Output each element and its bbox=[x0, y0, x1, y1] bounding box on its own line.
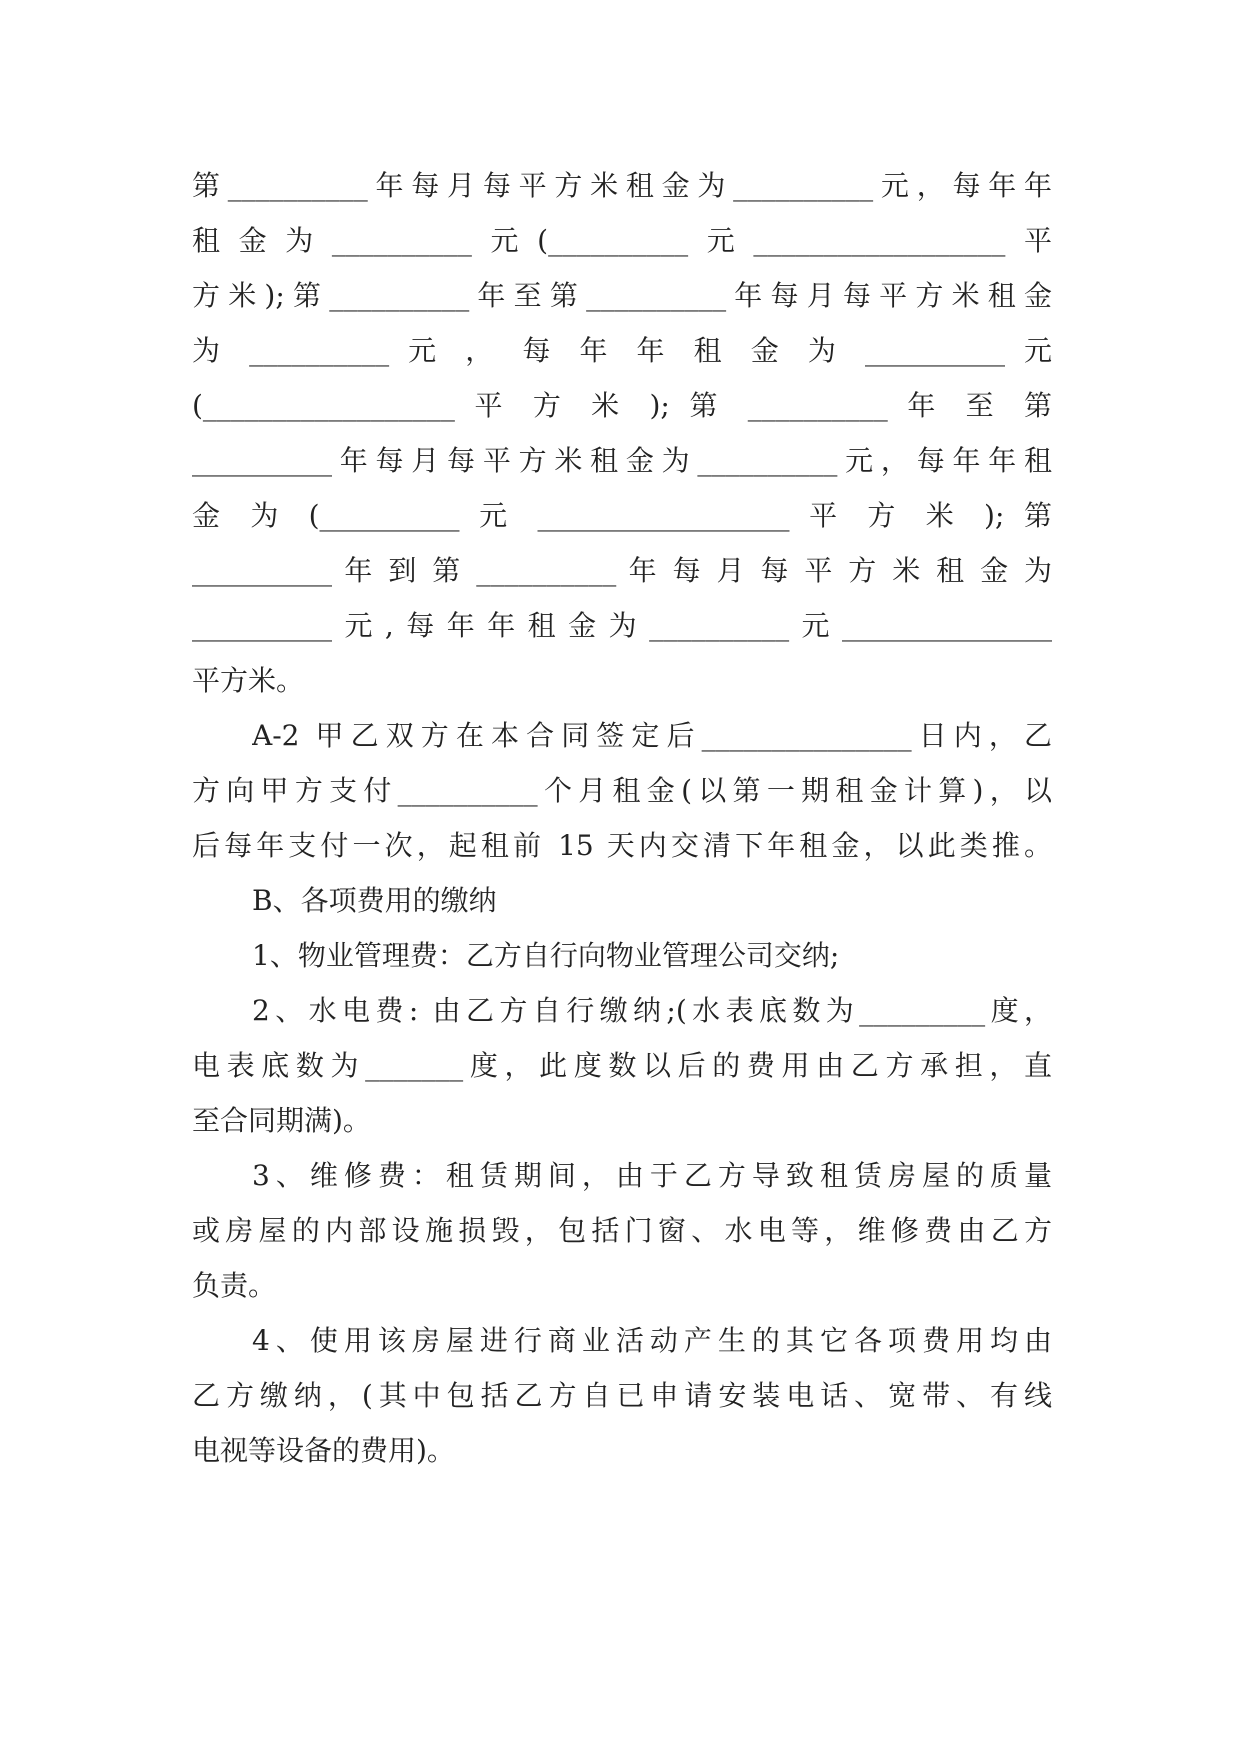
text-line-17: 电表底数为_______度，此度数以后的费用由乙方承担，直 bbox=[192, 1049, 1052, 1082]
section-heading-b: B、各项费用的缴纳 bbox=[252, 884, 497, 917]
text-line-18: 至合同期满)。 bbox=[192, 1104, 371, 1137]
text-line-3: 方米);第__________年至第__________年每月每平方米租金 bbox=[192, 279, 1052, 312]
text-line-19: 3、维修费：租赁期间，由于乙方导致租赁房屋的质量 bbox=[252, 1159, 1052, 1192]
text-line-2: 租金为__________元(__________元__________________平 bbox=[192, 224, 1052, 257]
text-line-6: __________年每月每平方米租金为__________元，每年年租 bbox=[192, 444, 1052, 477]
text-line-11: A-2 甲乙双方在本合同签定后_______________日内，乙 bbox=[252, 719, 1052, 752]
text-line-13: 后每年支付一次，起租前 15 天内交清下年租金，以此类推。 bbox=[192, 829, 1052, 862]
text-line-21: 负责。 bbox=[192, 1269, 277, 1302]
text-line-12: 方向甲方支付__________个月租金(以第一期租金计算)，以 bbox=[192, 774, 1052, 807]
text-line-22: 4、使用该房屋进行商业活动产生的其它各项费用均由 bbox=[252, 1324, 1052, 1357]
text-line-8: __________ 年 到 第 __________ 年 每 月 每 平 方 米 租 金 为 bbox=[192, 554, 1052, 587]
text-line-16: 2、水电费: 由乙方自行缴纳;(水表底数为_________度， bbox=[252, 994, 1052, 1027]
text-line-15: 1、物业管理费：乙方自行向物业管理公司交纳; bbox=[252, 939, 840, 972]
text-line-24: 电视等设备的费用)。 bbox=[192, 1434, 455, 1467]
text-line-9: __________元,每年年租金为__________元_______________ bbox=[192, 609, 1052, 642]
text-line-4: 为 __________ 元 ， 每 年 年 租 金 为 __________ 元 bbox=[192, 334, 1052, 367]
text-line-10: 平方米。 bbox=[192, 664, 305, 697]
text-line-1: 第__________年每月每平方米租金为__________元，每年年 bbox=[192, 169, 1052, 202]
text-line-20: 或房屋的内部设施损毁，包括门窗、水电等，维修费由乙方 bbox=[192, 1214, 1052, 1247]
text-line-7: 金 为 (__________ 元 __________________ 平 方 米 ); 第 bbox=[192, 499, 1052, 532]
text-line-23: 乙方缴纳，(其中包括乙方自已申请安装电话、宽带、有线 bbox=[192, 1379, 1052, 1412]
text-line-5: (__________________ 平 方 米 ); 第 __________ 年 至 第 bbox=[192, 389, 1052, 422]
